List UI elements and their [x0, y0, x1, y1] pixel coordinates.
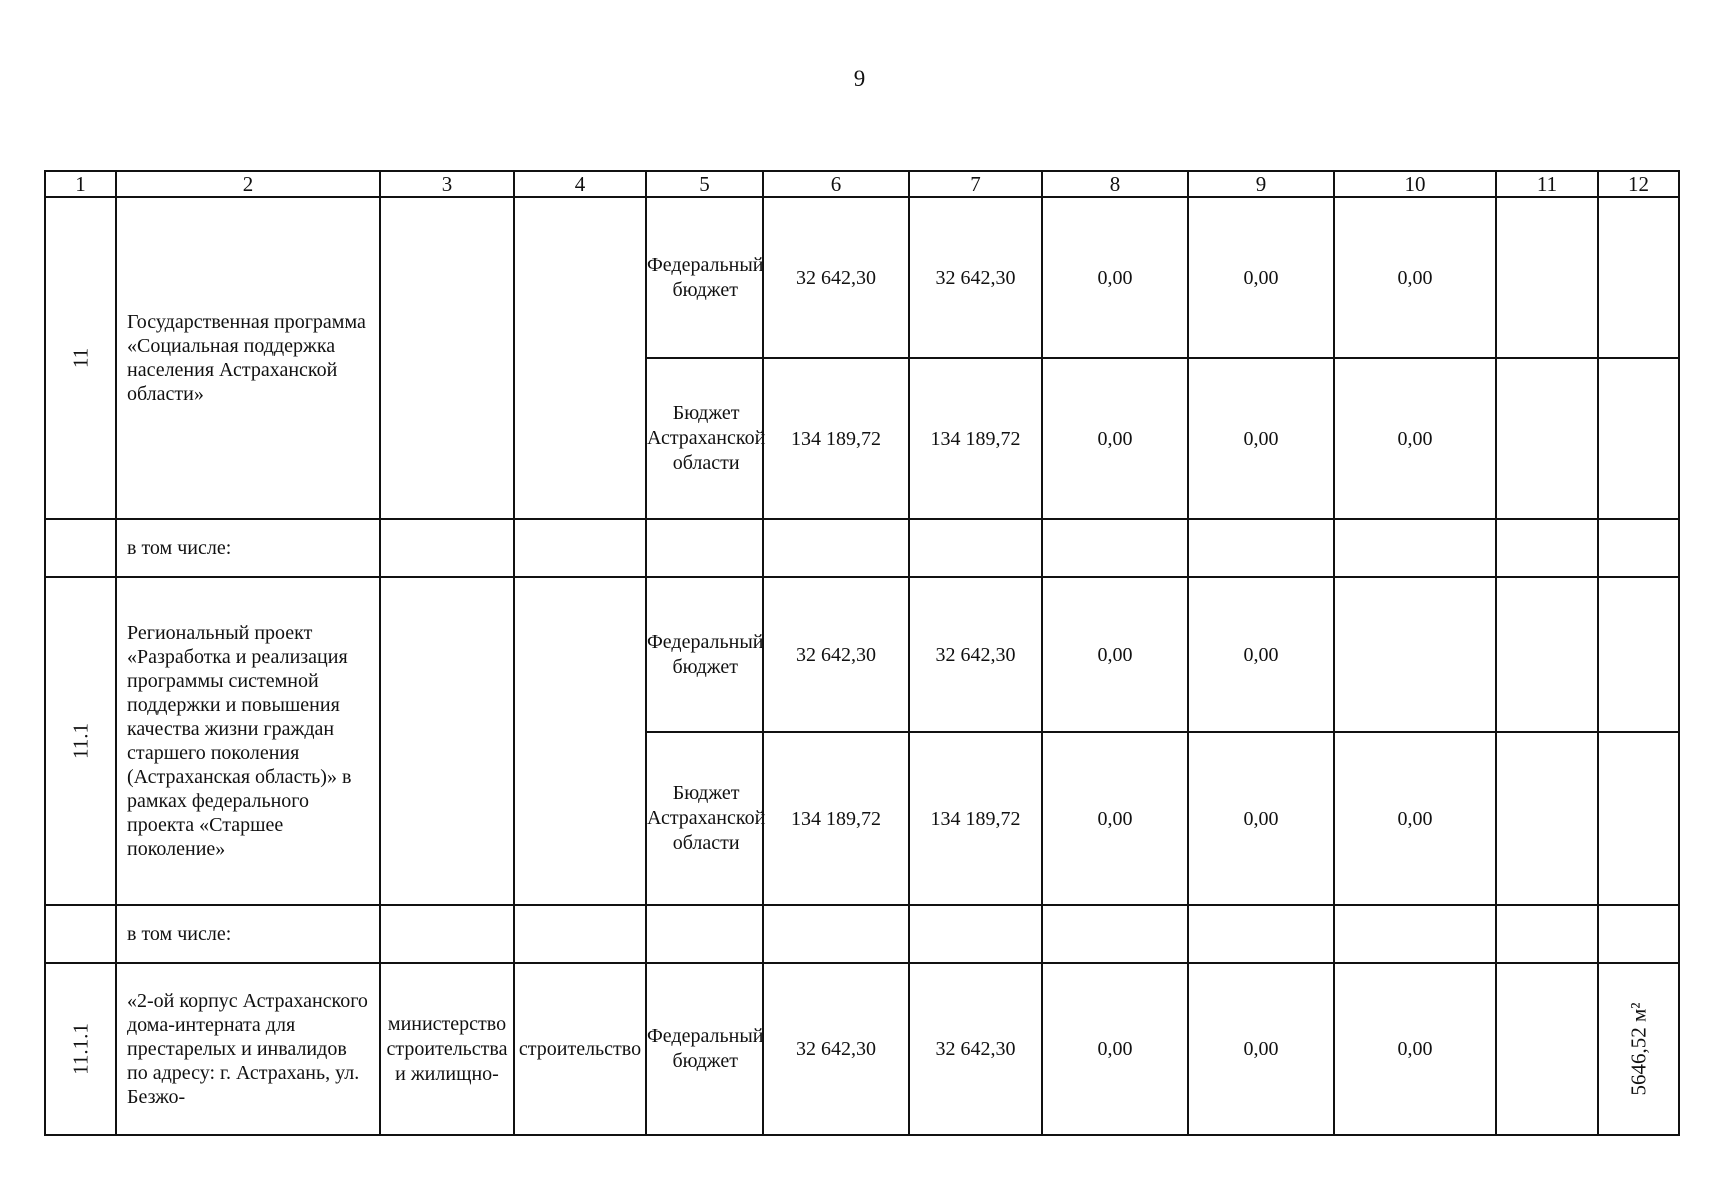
- value-cell: 32 642,30: [763, 197, 909, 358]
- column-header: 1: [45, 171, 116, 197]
- column-header: 9: [1188, 171, 1334, 197]
- funding-source: Бюджет Астраханской области: [646, 732, 763, 905]
- value-cell: 134 189,72: [763, 732, 909, 905]
- column-header: 5: [646, 171, 763, 197]
- column-header: 7: [909, 171, 1042, 197]
- table-row: [45, 577, 1679, 732]
- value-cell: 32 642,30: [763, 963, 909, 1135]
- empty-cell: [763, 519, 909, 577]
- value-cell: 0,00: [1042, 577, 1188, 732]
- capacity-cell: [1598, 197, 1679, 358]
- row-name: Государственная программа «Социальная поддержка населения Астраханской области»: [116, 197, 380, 519]
- table-row: [45, 519, 1679, 577]
- value-cell: [1496, 197, 1598, 358]
- budget-table: [44, 170, 1680, 1136]
- funding-source: Федеральный бюджет: [646, 577, 763, 732]
- empty-cell: [909, 519, 1042, 577]
- value-cell: 0,00: [1042, 358, 1188, 519]
- value-cell: [1496, 732, 1598, 905]
- empty-cell: [646, 519, 763, 577]
- value-cell: 32 642,30: [909, 197, 1042, 358]
- value-cell: 0,00: [1042, 732, 1188, 905]
- value-cell: 0,00: [1334, 732, 1496, 905]
- value-cell: [1496, 358, 1598, 519]
- row-number: 11.1: [45, 577, 116, 905]
- table-header-row: [45, 171, 1679, 197]
- including-label: в том числе:: [116, 905, 380, 963]
- value-cell: 0,00: [1188, 577, 1334, 732]
- value-cell: 0,00: [1188, 732, 1334, 905]
- row-number: [45, 905, 116, 963]
- customer-cell: министерство строительства и жилищно-: [380, 963, 514, 1135]
- row-number: 11.1.1: [45, 963, 116, 1135]
- funding-source: Бюджет Астраханской области: [646, 358, 763, 519]
- column-header: 2: [116, 171, 380, 197]
- value-cell: 0,00: [1334, 197, 1496, 358]
- value-cell: 0,00: [1334, 358, 1496, 519]
- empty-cell: [380, 519, 514, 577]
- empty-cell: [1188, 905, 1334, 963]
- customer-cell: [380, 197, 514, 519]
- capacity-cell: [1598, 577, 1679, 732]
- funding-source: Федеральный бюджет: [646, 963, 763, 1135]
- empty-cell: [1598, 905, 1679, 963]
- row-name: «2-ой корпус Астраханского дома-интерната для престарелых и инвалидов по адресу: г. Астрахань, ул. Безжо-: [116, 963, 380, 1135]
- value-cell: 32 642,30: [909, 963, 1042, 1135]
- value-cell: 0,00: [1188, 358, 1334, 519]
- row-number: [45, 519, 116, 577]
- empty-cell: [1496, 519, 1598, 577]
- value-cell: 32 642,30: [909, 577, 1042, 732]
- value-cell: 134 189,72: [763, 358, 909, 519]
- empty-cell: [1598, 519, 1679, 577]
- work-type-cell: [514, 577, 646, 905]
- column-header: 10: [1334, 171, 1496, 197]
- work-type-cell: [514, 197, 646, 519]
- value-cell: 32 642,30: [763, 577, 909, 732]
- value-cell: [1334, 577, 1496, 732]
- customer-cell: [380, 577, 514, 905]
- empty-cell: [514, 519, 646, 577]
- column-header: 4: [514, 171, 646, 197]
- row-name: Региональный проект «Разработка и реализация программы системной поддержки и повышения качества жизни граждан старшего поколения (Астраханская область)» в рамках федерального проекта «Старшее поколение»: [116, 577, 380, 905]
- column-header: 11: [1496, 171, 1598, 197]
- value-cell: 134 189,72: [909, 358, 1042, 519]
- table-row: [45, 197, 1679, 358]
- value-cell: [1496, 963, 1598, 1135]
- empty-cell: [1496, 905, 1598, 963]
- value-cell: 0,00: [1042, 197, 1188, 358]
- capacity-cell: [1598, 732, 1679, 905]
- capacity-cell: 5646,52 м²: [1598, 963, 1679, 1135]
- value-cell: [1496, 577, 1598, 732]
- empty-cell: [909, 905, 1042, 963]
- funding-source: Федеральный бюджет: [646, 197, 763, 358]
- column-header: 8: [1042, 171, 1188, 197]
- empty-cell: [646, 905, 763, 963]
- table-row: [45, 905, 1679, 963]
- table-row: [45, 963, 1679, 1135]
- row-number: 11: [45, 197, 116, 519]
- value-cell: 0,00: [1042, 963, 1188, 1135]
- value-cell: 0,00: [1334, 963, 1496, 1135]
- value-cell: 0,00: [1188, 197, 1334, 358]
- empty-cell: [1334, 519, 1496, 577]
- column-header: 6: [763, 171, 909, 197]
- work-type-cell: строительство: [514, 963, 646, 1135]
- column-header: 12: [1598, 171, 1679, 197]
- empty-cell: [1042, 905, 1188, 963]
- value-cell: 0,00: [1188, 963, 1334, 1135]
- empty-cell: [763, 905, 909, 963]
- empty-cell: [514, 905, 646, 963]
- empty-cell: [380, 905, 514, 963]
- empty-cell: [1042, 519, 1188, 577]
- including-label: в том числе:: [116, 519, 380, 577]
- value-cell: 134 189,72: [909, 732, 1042, 905]
- empty-cell: [1334, 905, 1496, 963]
- page-number: 9: [853, 66, 866, 91]
- capacity-cell: [1598, 358, 1679, 519]
- column-header: 3: [380, 171, 514, 197]
- empty-cell: [1188, 519, 1334, 577]
